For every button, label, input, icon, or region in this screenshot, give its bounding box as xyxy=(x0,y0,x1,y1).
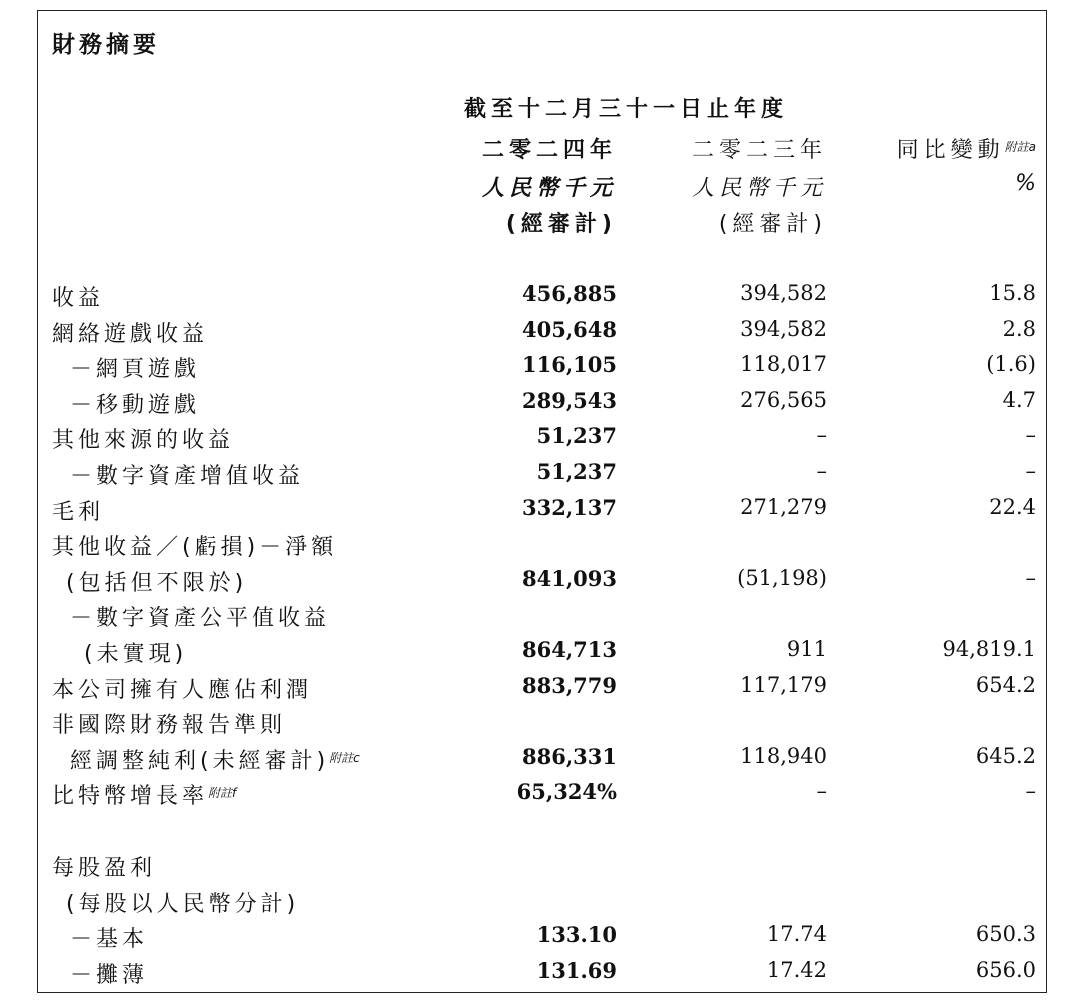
row-label: (每股以人民幣分計) xyxy=(66,891,300,917)
col3-unit: % xyxy=(1015,171,1036,196)
table-row xyxy=(0,954,1080,990)
value-2023: – xyxy=(816,423,827,448)
table-row xyxy=(0,562,1080,598)
value-2024: 51,237 xyxy=(536,458,617,484)
value-2023: – xyxy=(816,458,827,483)
row-label: 網絡遊戲收益 xyxy=(52,321,209,347)
col1-year: 二零二四年 xyxy=(481,138,617,163)
row-label: 其他收益／(虧損)－淨額 xyxy=(52,535,338,561)
table-row xyxy=(0,384,1080,420)
table-row xyxy=(0,883,1080,919)
value-2023: 276,565 xyxy=(740,387,827,412)
row-label-text: 經調整純利(未經審計) xyxy=(70,748,330,774)
value-change: (1.6) xyxy=(986,352,1036,377)
col3-year: 同比變動 xyxy=(896,138,1005,163)
table-row xyxy=(0,455,1080,491)
row-label: 毛利 xyxy=(52,499,105,525)
value-2023: 17.42 xyxy=(766,957,827,982)
table-row xyxy=(0,277,1080,313)
row-label xyxy=(52,779,236,810)
value-2024: 133.10 xyxy=(536,922,617,948)
value-change: – xyxy=(1025,779,1036,804)
row-label: 收益 xyxy=(52,286,105,311)
value-2023: 911 xyxy=(786,636,827,661)
value-2023: 17.74 xyxy=(766,922,827,947)
value-2024: 116,105 xyxy=(522,352,617,378)
col1-currency: 人民幣千元 xyxy=(481,176,617,201)
value-2024: 51,237 xyxy=(536,423,617,449)
col2-audit: (經審計) xyxy=(718,212,827,237)
value-2023: 117,179 xyxy=(740,672,827,697)
col3-note: 附註a xyxy=(1004,140,1036,154)
value-2024: 883,779 xyxy=(522,672,617,698)
row-label: 本公司擁有人應佔利潤 xyxy=(52,677,313,703)
col1-audit: (經審計) xyxy=(505,212,617,237)
value-2024: 841,093 xyxy=(522,565,617,591)
summary-rows xyxy=(0,277,1080,989)
value-2024: 864,713 xyxy=(522,636,617,662)
table-row xyxy=(0,847,1080,883)
value-2024: 332,137 xyxy=(522,494,617,520)
row-label: 非國際財務報告準則 xyxy=(52,713,287,739)
value-2023: 118,940 xyxy=(740,743,827,768)
value-change: 94,819.1 xyxy=(942,636,1036,661)
row-label: －數字資產公平值收益 xyxy=(70,606,331,632)
footnote-marker: 附註c xyxy=(329,750,360,765)
value-change: 645.2 xyxy=(975,743,1036,768)
table-row xyxy=(0,775,1080,811)
value-2023: 394,582 xyxy=(740,281,827,305)
value-change: 2.8 xyxy=(1002,316,1036,341)
value-2024: 456,885 xyxy=(522,281,617,306)
col3-header xyxy=(897,133,1036,164)
row-label: (包括但不限於) xyxy=(66,570,248,596)
value-change: 15.8 xyxy=(989,281,1036,305)
value-2023: 271,279 xyxy=(740,494,827,519)
row-label: 每股盈利 xyxy=(52,855,157,881)
row-label: －攤薄 xyxy=(70,962,149,988)
value-2023: 394,582 xyxy=(740,316,827,341)
table-row xyxy=(0,669,1080,705)
section-title: 財務摘要 xyxy=(52,32,160,58)
table-row xyxy=(0,740,1080,776)
value-2023: – xyxy=(816,779,827,804)
value-2024: 886,331 xyxy=(522,743,617,769)
row-label-text: 比特幣增長率 xyxy=(52,784,209,810)
value-2024: 131.69 xyxy=(536,957,617,983)
value-2024: 405,648 xyxy=(522,316,617,342)
row-label: －基本 xyxy=(70,927,149,953)
table-row xyxy=(0,597,1080,633)
period-heading: 截至十二月三十一日止年度 xyxy=(464,97,789,122)
footnote-marker: 附註f xyxy=(208,786,237,801)
value-2023: 118,017 xyxy=(740,352,827,377)
col2-year: 二零二三年 xyxy=(691,138,827,163)
table-row xyxy=(0,704,1080,740)
table-row xyxy=(0,918,1080,954)
value-change: – xyxy=(1025,423,1036,448)
value-2024: 289,543 xyxy=(522,387,617,413)
table-row xyxy=(0,348,1080,384)
value-change: 656.0 xyxy=(975,957,1036,982)
value-change: – xyxy=(1025,565,1036,590)
row-label: －移動遊戲 xyxy=(70,392,201,418)
col2-currency: 人民幣千元 xyxy=(691,176,827,201)
row-label: (未實現) xyxy=(84,641,188,667)
table-row xyxy=(0,491,1080,527)
value-change: 654.2 xyxy=(975,672,1036,697)
value-change: 4.7 xyxy=(1002,387,1036,412)
value-change: 650.3 xyxy=(975,922,1036,947)
table-row xyxy=(0,526,1080,562)
table-row xyxy=(0,633,1080,669)
value-2024: 65,324% xyxy=(516,779,617,805)
section-spacer xyxy=(0,811,1080,847)
row-label: －數字資產增值收益 xyxy=(70,463,305,489)
row-label: 其他來源的收益 xyxy=(52,428,235,454)
table-row xyxy=(0,419,1080,455)
table-row xyxy=(0,313,1080,349)
row-label xyxy=(70,744,360,775)
value-2023: (51,198) xyxy=(737,565,827,590)
value-change: – xyxy=(1025,458,1036,483)
row-label: －網頁遊戲 xyxy=(70,357,201,383)
value-change: 22.4 xyxy=(989,494,1036,519)
